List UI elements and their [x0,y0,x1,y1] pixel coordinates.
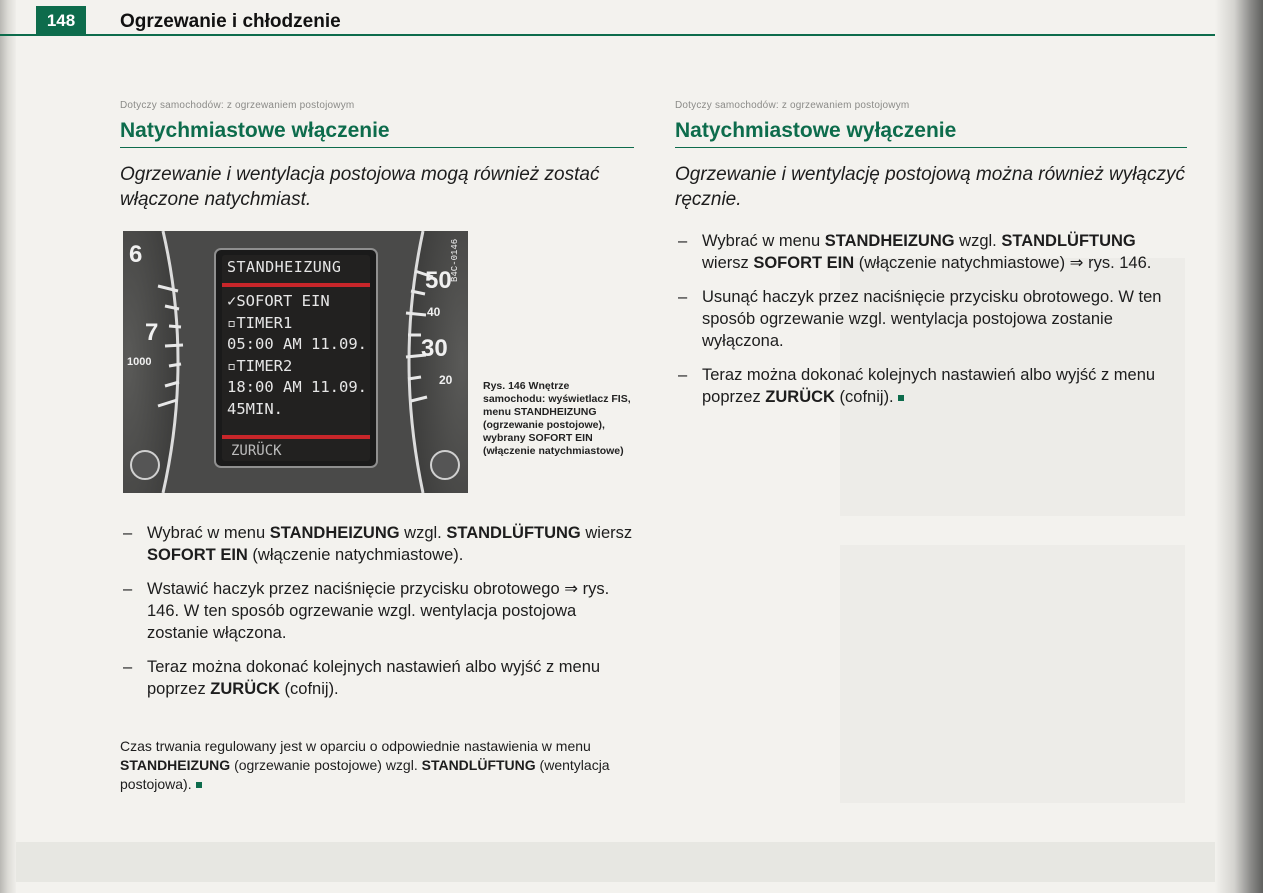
text-run: (włączenie natychmiastowe). [247,546,464,564]
display-footer-zurueck: ZURÜCK [231,443,282,459]
display-line-timer2: ▫TIMER2 [227,356,293,375]
text-run: wzgl. [954,232,1002,250]
bold-term: STANDLÜFTUNG [1001,232,1136,250]
step-dash: – [123,658,133,676]
gauge-left-1000: 1000 [127,356,152,368]
figure-code: B4C-0146 [450,238,460,282]
step-item [120,522,634,566]
bold-term: STANDHEIZUNG [120,757,231,773]
text-run: Wstawić haczyk przez naciśnięcie przycisku obrotowego ⇒ rys. 146. W ten sposób ogrzewanie wzgl. wentylacja postojowa zostanie włączona. [147,580,610,642]
section-lead: Ogrzewanie i wentylacja postojowa mogą również zostać włączone natychmiast. [120,164,600,210]
text-run: Wybrać w menu [147,524,270,542]
step-item [120,656,634,700]
step-item [675,286,1187,352]
book-spine [1215,0,1263,893]
show-through-footer [16,842,1215,882]
text-run: wiersz [580,524,633,542]
page-header [0,0,1215,36]
steps-list-off [675,230,1187,408]
section-kicker: Dotyczy samochodów: z ogrzewaniem postojowym [120,100,355,111]
step-dash: – [678,232,688,250]
section-title: Natychmiastowe wyłączenie [675,119,1187,148]
bold-term: STANDLÜFTUNG [446,524,581,542]
step-item [675,364,1187,408]
gauge-left-6: 6 [129,241,143,268]
display-line-timer2-time: 18:00 AM 11.09. [227,378,367,396]
text-run: (ogrzewanie postojowe) wzgl. [230,757,422,773]
bold-term: ZURÜCK [765,388,835,406]
page-binding-shadow [0,0,16,893]
gauge-right-40: 40 [427,305,441,319]
text-run: Czas trwania regulowany jest w oparciu o odpowiednie nastawienia w menu [120,738,591,754]
text-run: Usunąć haczyk przez naciśnięcie przycisku obrotowego. W ten sposób ogrzewanie wzgl. wentylacja postojowa zostanie wyłączona. [702,288,1162,350]
step-dash: – [678,366,688,384]
text-run: (cofnij). [834,388,894,406]
figure-caption: Rys. 146 Wnętrze samochodu: wyświetlacz FIS, menu STANDHEIZUNG (ogrzewanie postojowe), wybrany SOFORT EIN (włączenie natychmiastowe) [483,380,631,457]
text-run: Wybrać w menu [702,232,825,250]
end-marker [196,782,202,788]
step-dash: – [123,524,133,542]
duration-note-text [120,738,610,792]
step-item [675,230,1187,274]
step-item [120,578,634,644]
gauge-right-50: 50 [425,267,452,294]
display-menu [227,291,367,420]
display-line-timer1: ▫TIMER1 [227,313,293,332]
text-run: wzgl. [399,524,447,542]
bold-term: SOFORT EIN [753,254,855,272]
page-number: 148 [36,6,86,35]
steps-list-on [120,522,634,712]
bold-term: STANDLÜFTUNG [421,757,536,773]
section-title: Natychmiastowe włączenie [120,119,634,148]
section-immediate-off [675,100,1187,420]
bold-term: ZURÜCK [210,680,280,698]
section-immediate-on [120,100,634,212]
display-line-timer1-time: 05:00 AM 11.09. [227,335,367,353]
text-run: Teraz można dokonać kolejnych nastawień albo wyjść z menu poprzez [147,658,601,698]
text-run: (wentylacja postojowa). [120,757,610,792]
text-run: (cofnij). [279,680,339,698]
end-marker [898,395,904,401]
text-run: wiersz [702,254,754,272]
bold-term: STANDHEIZUNG [269,524,400,542]
step-dash: – [678,288,688,306]
text-run: Teraz można dokonać kolejnych nastawień albo wyjść z menu poprzez [702,366,1156,406]
display-header: STANDHEIZUNG [227,258,342,276]
bold-term: STANDHEIZUNG [824,232,955,250]
gauge-right-20: 20 [439,373,453,387]
section-lead: Ogrzewanie i wentylację postojową można również wyłączyć ręcznie. [675,164,1186,210]
text-run: (włączenie natychmiastowe) ⇒ rys. 146. [854,254,1152,272]
display-line-sofort-ein: ✓SOFORT EIN [227,292,330,310]
fis-display-figure [123,231,468,493]
gauge-left-7: 7 [145,319,159,346]
display-line-duration: 45MIN. [227,399,283,418]
gauge-right-30: 30 [421,335,448,362]
section-kicker: Dotyczy samochodów: z ogrzewaniem postojowym [675,100,910,111]
running-title: Ogrzewanie i chłodzenie [120,11,341,32]
bold-term: SOFORT EIN [147,546,248,564]
step-dash: – [123,580,133,598]
show-through-panel [840,545,1185,803]
duration-note [120,737,634,794]
